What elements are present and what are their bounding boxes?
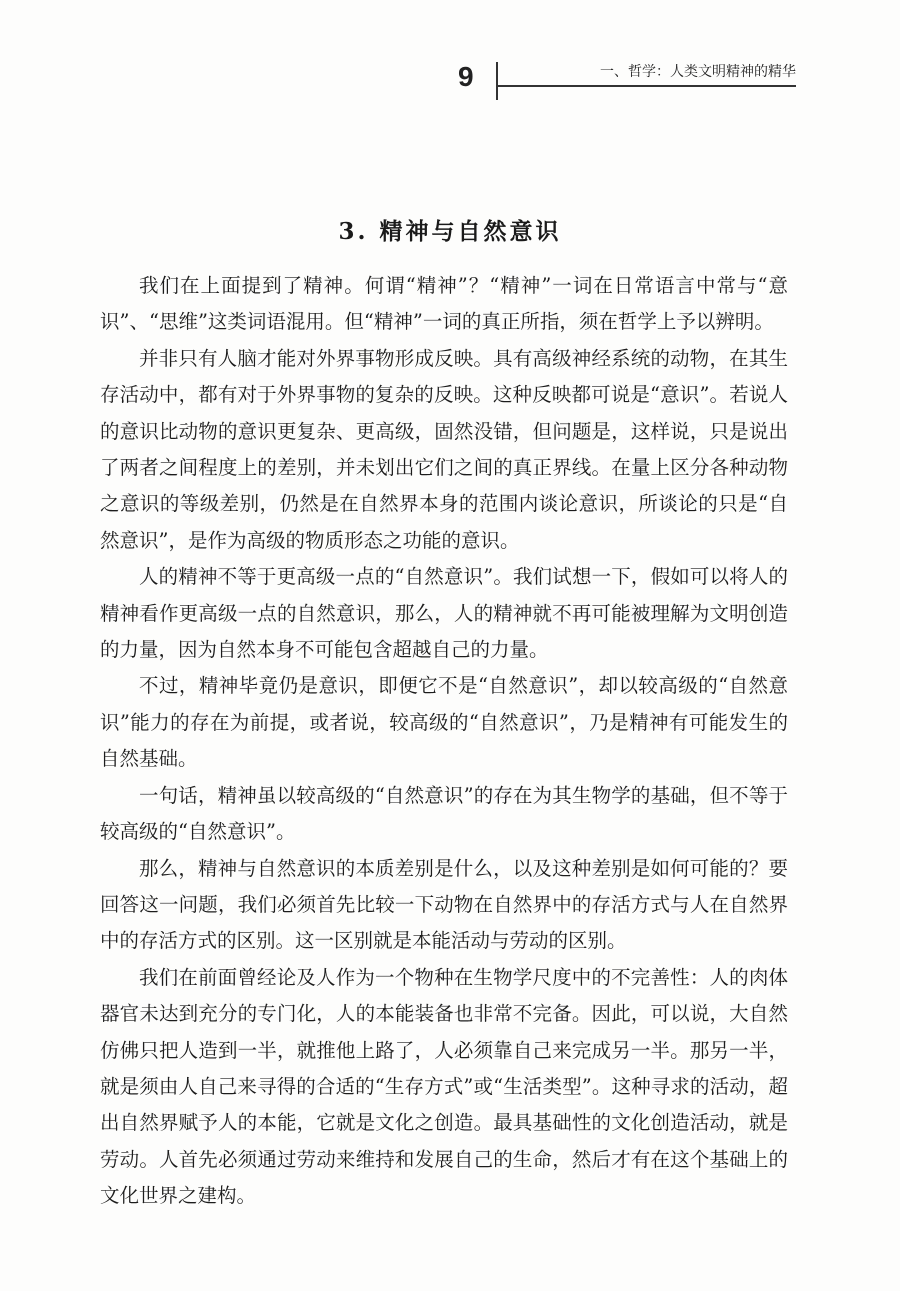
- body-text: [100, 268, 788, 1215]
- paragraph: 并非只有人脑才能对外界事物形成反映。具有高级神经系统的动物，在其生存活动中，都有对于外界事物的复杂的反映。这种反映都可说是“意识”。若说人的意识比动物的意识更复杂、更高级，固然没错，但问题是，这样说，只是说出了两者之间程度上的差别，并未划出它们之间的真正界线。在量上区分各种动物之意识的等级差别，仍然是在自然界本身的范围内谈论意识，所谈论的只是“自然意识”，是作为高级的物质形态之功能的意识。: [100, 346, 788, 552]
- paragraph: 一句话，精神虽以较高级的“自然意识”的存在为其生物学的基础，但不等于较高级的“自然意识”。: [100, 783, 788, 844]
- paragraph: 我们在前面曾经论及人作为一个物种在生物学尺度中的不完善性：人的肉体器官未达到充分的专门化，人的本能装备也非常不完备。因此，可以说，大自然仿佛只把人造到一半，就推他上路了，人必须靠自己来完成另一半。那另一半，就是须由人自己来寻得的合适的“生存方式”或“生活类型”。这种寻求的活动，超出自然界赋予人的本能，它就是文化之创造。最具基础性的文化创造活动，就是劳动。人首先必须通过劳动来维持和发展自己的生命，然后才有在这个基础上的文化世界之建构。: [100, 965, 788, 1208]
- header-vertical-rule: [496, 62, 498, 100]
- running-header: [452, 58, 797, 104]
- paragraph: 那么，精神与自然意识的本质差别是什么，以及这种差别是如何可能的？要回答这一问题，我们必须首先比较一下动物在自然界中的存活方式与人在自然界中的存活方式的区别。这一区别就是本能活动与劳动的区别。: [100, 856, 788, 953]
- paragraph: 不过，精神毕竟仍是意识，即便它不是“自然意识”，却以较高级的“自然意识”能力的存在为前提，或者说，较高级的“自然意识”，乃是精神有可能发生的自然基础。: [100, 674, 788, 771]
- section-title: 3. 精神与自然意识: [338, 218, 562, 246]
- header-horizontal-rule: [496, 85, 796, 87]
- paragraph: 人的精神不等于更高级一点的“自然意识”。我们试想一下，假如可以将人的精神看作更高级一点的自然意识，那么，人的精神就不再可能被理解为文明创造的力量，因为自然本身不可能包含超越自己的力量。: [100, 565, 788, 662]
- paragraph: 我们在上面提到了精神。何谓“精神”？“精神”一词在日常语言中常与“意识”、“思维”这类词语混用。但“精神”一词的真正所指，须在哲学上予以辨明。: [100, 274, 788, 334]
- running-chapter-title: 一、哲学：人类文明精神的精华: [600, 64, 796, 80]
- page-number: 9: [458, 61, 474, 92]
